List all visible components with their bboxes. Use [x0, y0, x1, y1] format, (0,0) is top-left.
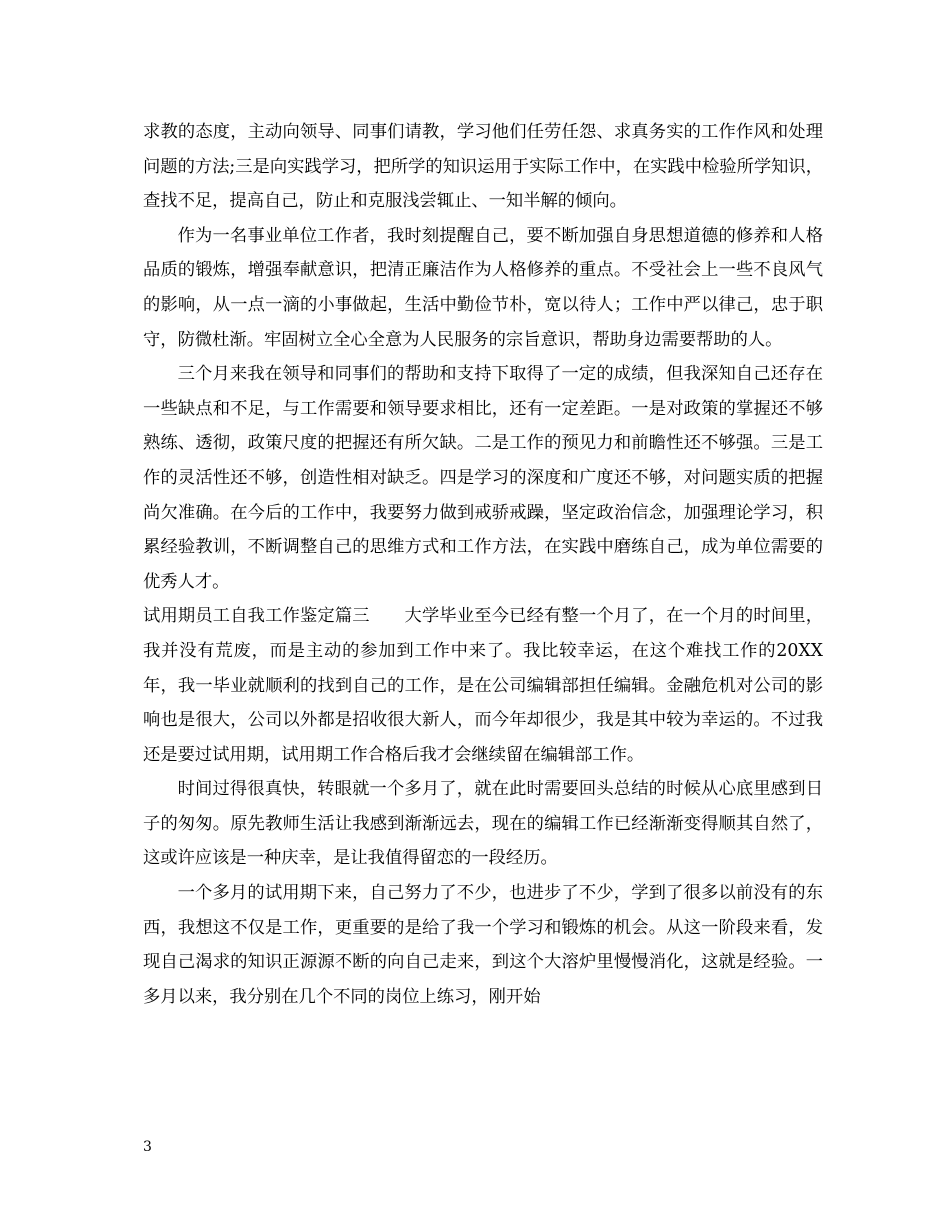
paragraph-shortcomings: 三个月来我在领导和同事们的帮助和支持下取得了一定的成绩，但我深知自己还存在一些缺点和不足，与工作需要和领导要求相比，还有一定差距。一是对政策的掌握还不够熟练、透彻，政策尺度的把握还有所欠缺。二是工作的预见力和前瞻性还不够强。三是工作的灵活性还不够，创造性相对缺乏。四是学习的深度和广度还不够，对问题实质的把握尚欠准确。在今后的工作中，我要努力做到戒骄戒躁，坚定政治信念，加强理论学习，积累经验教训，不断调整自己的思维方式和工作方法，在实践中磨练自己，成为单位需要的优秀人才。: [143, 364, 823, 592]
section-paragraph: 大学毕业至今已经有整一个月了，在一个月的时间里，我并没有荒废，而是主动的参加到工作中来了。我比较幸运，在这个难找工作的20XX年，我一毕业就顺利的找到自己的工作，是在公司编辑部担任编辑。金融危机对公司的影响也是很大，公司以外都是招收很大新人，而今年却很少，我是其中较为幸运的。不过我还是要过试用期，试用期工作合格后我才会继续留在编辑部工作。: [143, 606, 823, 765]
page-number: 3: [143, 1139, 152, 1155]
paragraph-probation-review: 一个多月的试用期下来，自己努力了不少，也进步了不少，学到了很多以前没有的东西，我想这不仅是工作，更重要的是给了我一个学习和锻炼的机会。从这一阶段来看，发现自己渴求的知识正源源不断的向自己走来，到这个大溶炉里慢慢消化，这就是经验。一多月以来，我分别在几个不同的岗位上练习，刚开始: [143, 883, 823, 1007]
paragraph-continued: 求教的态度，主动向领导、同事们请教，学习他们任劳任怨、求真务实的工作作风和处理问题的方法;三是向实践学习，把所学的知识运用于实际工作中，在实践中检验所学知识，查找不足，提高自己，防止和克服浅尝辄止、一知半解的倾向。: [143, 122, 823, 212]
document-body: [143, 115, 823, 1014]
section-heading: 试用期员工自我工作鉴定篇三: [143, 606, 370, 627]
paragraph-self-cultivation: 作为一名事业单位工作者，我时刻提醒自己，要不断加强自身思想道德的修养和人格品质的锻炼，增强奉献意识，把清正廉洁作为人格修养的重点。不受社会上一些不良风气的影响，从一点一滴的小事做起，生活中勤俭节朴，宽以待人；工作中严以律己，忠于职守，防微杜渐。牢固树立全心全意为人民服务的宗旨意识，帮助身边需要帮助的人。: [143, 225, 823, 350]
section-three: [143, 599, 823, 772]
paragraph-time-flies: 时间过得很真快，转眼就一个多月了，就在此时需要回头总结的时候从心底里感到日子的匆匆。原先教师生活让我感到渐渐远去，现在的编辑工作已经渐渐变得顺其自然了，这或许应该是一种庆幸，是让我值得留恋的一段经历。: [143, 779, 823, 869]
